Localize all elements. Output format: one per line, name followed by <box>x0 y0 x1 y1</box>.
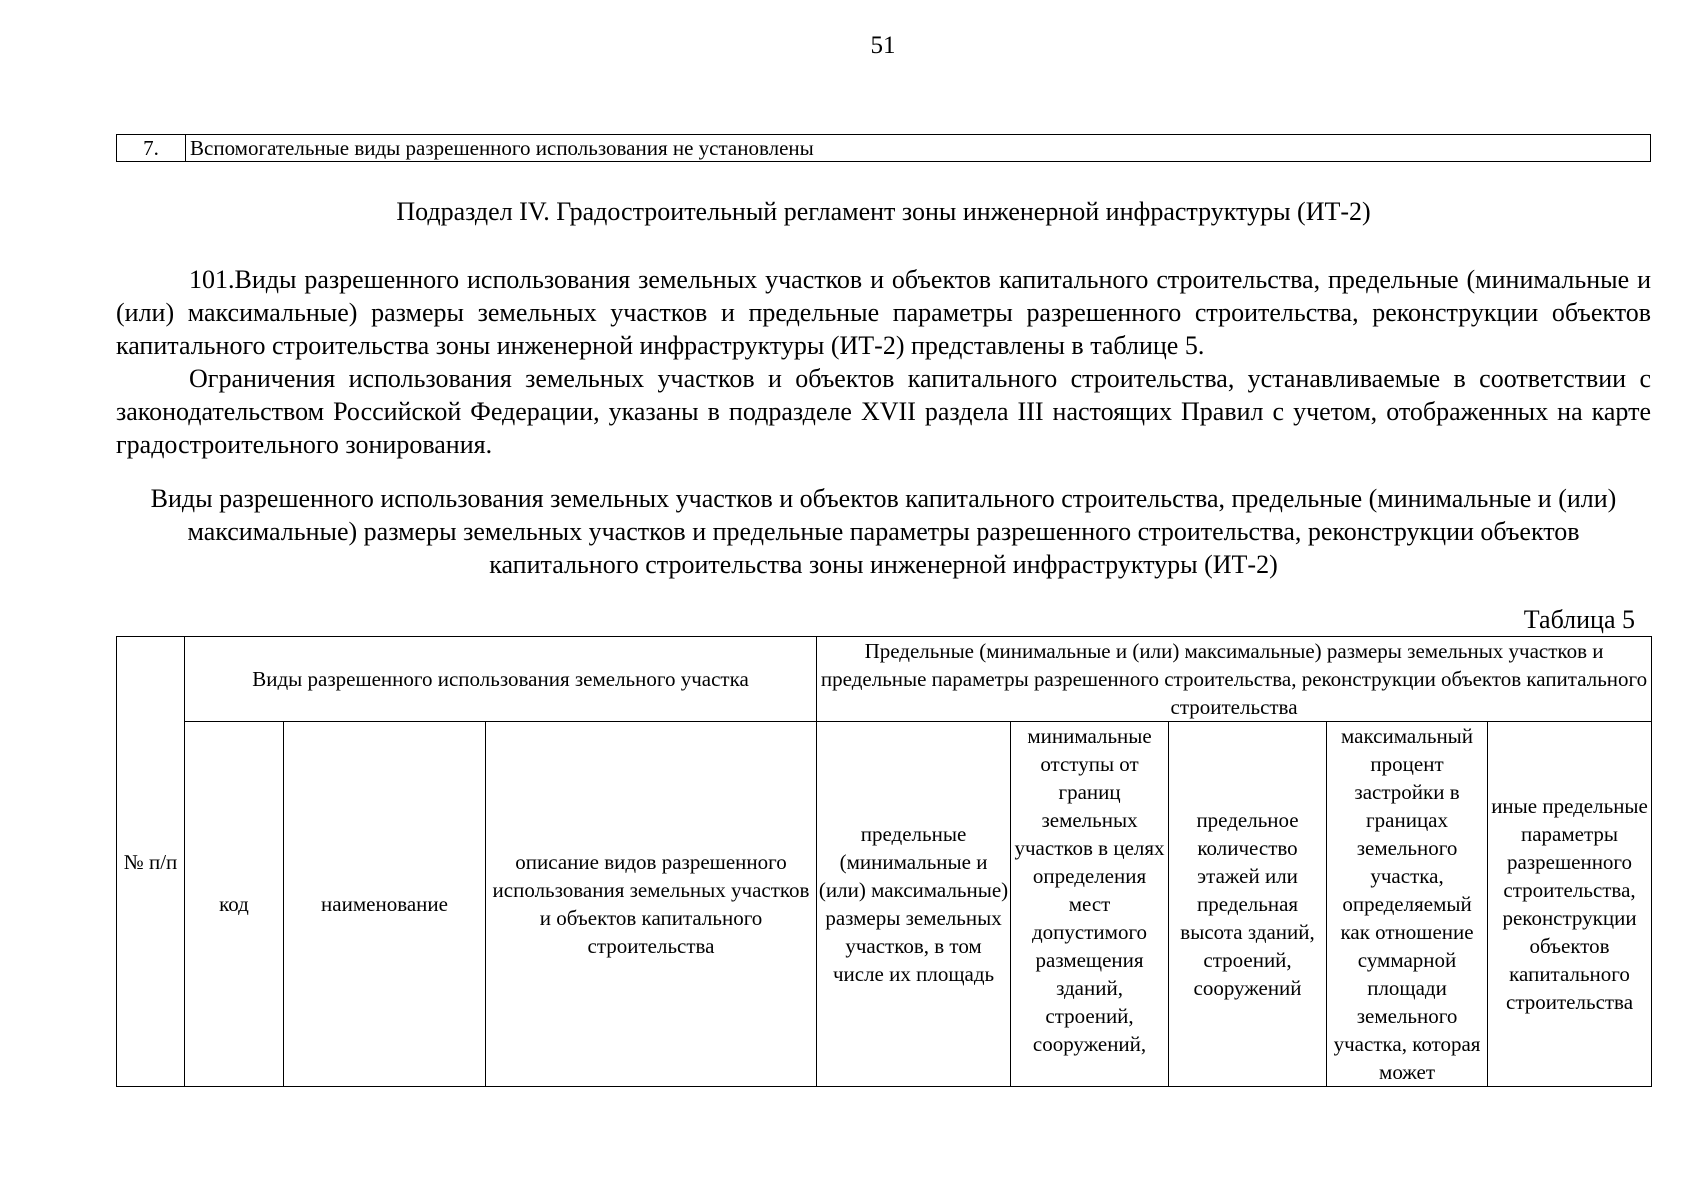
header-floors: предельное количество этажей или предельная высота зданий, строений, сооружений <box>1169 722 1327 1087</box>
page-number: 51 <box>870 32 896 59</box>
header-group-limits: Предельные (минимальные и (или) максимальные) размеры земельных участков и предельные параметры разрешенного строительства, реконструкции объектов капитального строительства <box>817 637 1652 722</box>
row-number: 7. <box>117 135 186 162</box>
table-header-row-2 <box>117 722 1652 1087</box>
header-plot-sizes: предельные (минимальные и (или) максимальные) размеры земельных участков, в том числе их площадь <box>817 722 1011 1087</box>
header-code: код <box>185 722 284 1087</box>
header-description: описание видов разрешенного использования земельных участков и объектов капитального строительства <box>486 722 817 1087</box>
header-build-percent: максимальный процент застройки в границах земельного участка, определяемый как отношение суммарной площади земельного участка, которая может <box>1327 722 1488 1087</box>
subsection-title: Подраздел IV. Градостроительный регламент зоны инженерной инфраструктуры (ИТ-2) <box>396 197 1371 226</box>
table-label: Таблица 5 <box>1523 605 1635 634</box>
header-other-params: иные предельные параметры разрешенного строительства, реконструкции объектов капитального строительства <box>1488 722 1652 1087</box>
table-caption: Виды разрешенного использования земельных участков и объектов капитального строительства, предельные (минимальные и (или) максимальные) размеры земельных участков и предельные параметры разрешенного строительства, реконструкции объектов капитального строительства зоны инженерной инфраструктуры (ИТ-2) <box>150 484 1617 579</box>
regulation-table <box>116 636 1652 1087</box>
table-header-row-1 <box>117 637 1652 722</box>
header-group-use-types: Виды разрешенного использования земельного участка <box>185 637 817 722</box>
header-number: № п/п <box>117 637 185 1087</box>
header-name: наименование <box>284 722 486 1087</box>
paragraph-restrictions: Ограничения использования земельных участков и объектов капитального строительства, устанавливаемые в соответствии с законодательством Российской Федерации, указаны в подразделе XVII раздела III настоящих Правил с учетом, отображенных на карте градостроительного зонирования. <box>116 364 1651 459</box>
header-setbacks: минимальные отступы от границ земельных участков в целях определения мест допустимого размещения зданий, строений, сооружений, <box>1011 722 1169 1087</box>
row-text: Вспомогательные виды разрешенного использования не установлены <box>186 135 1651 162</box>
previous-table-last-row <box>116 134 1651 162</box>
table-row <box>117 135 1651 162</box>
paragraph-101: 101.Виды разрешенного использования земельных участков и объектов капитального строительства, предельные (минимальные и (или) максимальные) размеры земельных участков и предельные параметры разрешенного строительства, реконструкции объектов капитального строительства зоны инженерной инфраструктуры (ИТ-2) представлены в таблице 5. <box>116 265 1651 360</box>
